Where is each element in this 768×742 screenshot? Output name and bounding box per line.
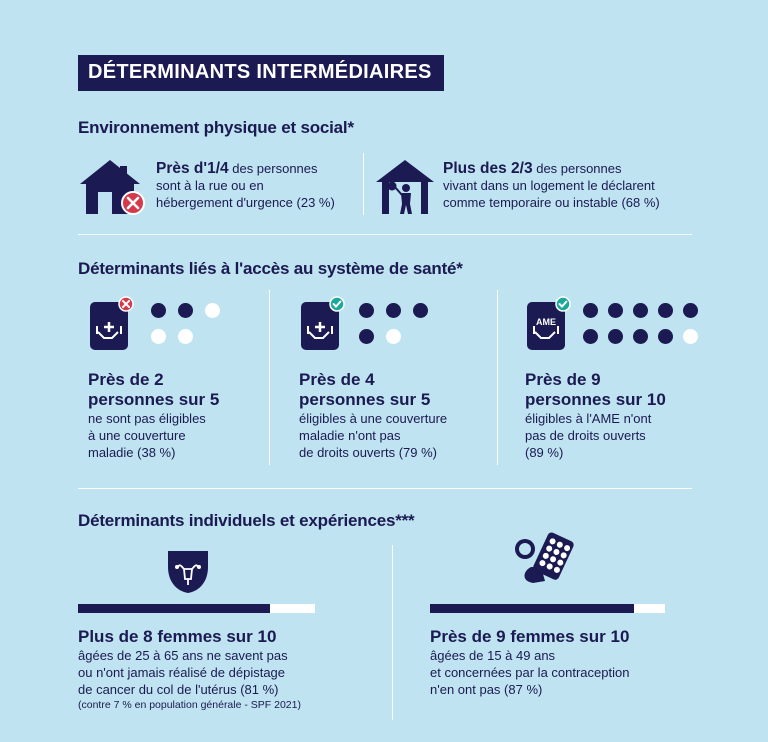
dot [683,329,698,344]
dot [151,329,166,344]
dot [386,329,401,344]
contraception-headline: Près de 9 femmes sur 10 [430,627,630,646]
card-2-headline: Près de 4 personnes sur 5 [299,370,431,409]
dots-card-2 [359,303,439,348]
progress-screening-fill [78,604,270,613]
dot [683,303,698,318]
card-1-headline: Près de 2 personnes sur 5 [88,370,220,409]
uterus-icon [166,547,210,595]
section-divider [78,488,692,489]
house-crossed-icon [78,158,148,216]
ame-icon-text: AME [536,317,556,327]
dot [608,303,623,318]
health-coverage-eligible-icon [299,296,347,352]
dot [178,329,193,344]
screening-description: âgées de 25 à 65 ans ne savent pas ou n'ont jamais réalisé de dépistage de cancer du col de l'utérus (81 %) [78,648,288,697]
dot [413,303,428,318]
section-heading-health-access: Déterminants liés à l'accès au système de santé* [78,259,463,278]
dot [359,303,374,318]
dot [583,329,598,344]
card-3-headline: Près de 9 personnes sur 10 [525,370,666,409]
progress-contraception-fill [430,604,634,613]
divider [269,290,270,465]
dot [583,303,598,318]
dot [633,329,648,344]
dots-card-3 [583,303,708,348]
divider [363,153,364,215]
progress-contraception [430,604,665,613]
card-3-description: éligibles à l'AME n'ont pas de droits ouverts (89 %) [525,411,652,460]
contraception-description: âgées de 15 à 49 ans et concernées par la contraception n'en ont pas (87 %) [430,648,630,697]
screening-headline: Plus de 8 femmes sur 10 [78,627,277,646]
dot [178,303,193,318]
section-divider [78,234,692,235]
page-title: DÉTERMINANTS INTERMÉDIAIRES [78,55,444,91]
section-heading-environment: Environnement physique et social* [78,118,354,137]
dot [608,329,623,344]
dot [359,329,374,344]
dot [386,303,401,318]
dot [205,303,220,318]
contraception-icon [511,527,575,591]
dot [658,329,673,344]
divider [497,290,498,465]
divider [392,545,393,720]
stat-unstable-housing: Plus des 2/3 des personnes vivant dans un logement le déclarent comme temporaire ou instable (68 %) [443,160,660,210]
dot [151,303,166,318]
health-coverage-denied-icon [88,296,136,352]
dots-card-1 [151,303,231,348]
progress-screening [78,604,315,613]
person-with-bundle-house-icon [374,158,436,216]
screening-note: (contre 7 % en population générale - SPF 2021) [78,699,301,711]
ame-eligible-icon [525,296,573,352]
stat-homeless: Près d'1/4 des personnes sont à la rue ou en hébergement d'urgence (23 %) [156,160,335,210]
dot [633,303,648,318]
dot [658,303,673,318]
card-2-description: éligibles à une couverture maladie n'ont pas de droits ouverts (79 %) [299,411,448,460]
card-1-description: ne sont pas éligibles à une couverture maladie (38 %) [88,411,206,460]
section-heading-individual: Déterminants individuels et expériences*** [78,511,415,530]
